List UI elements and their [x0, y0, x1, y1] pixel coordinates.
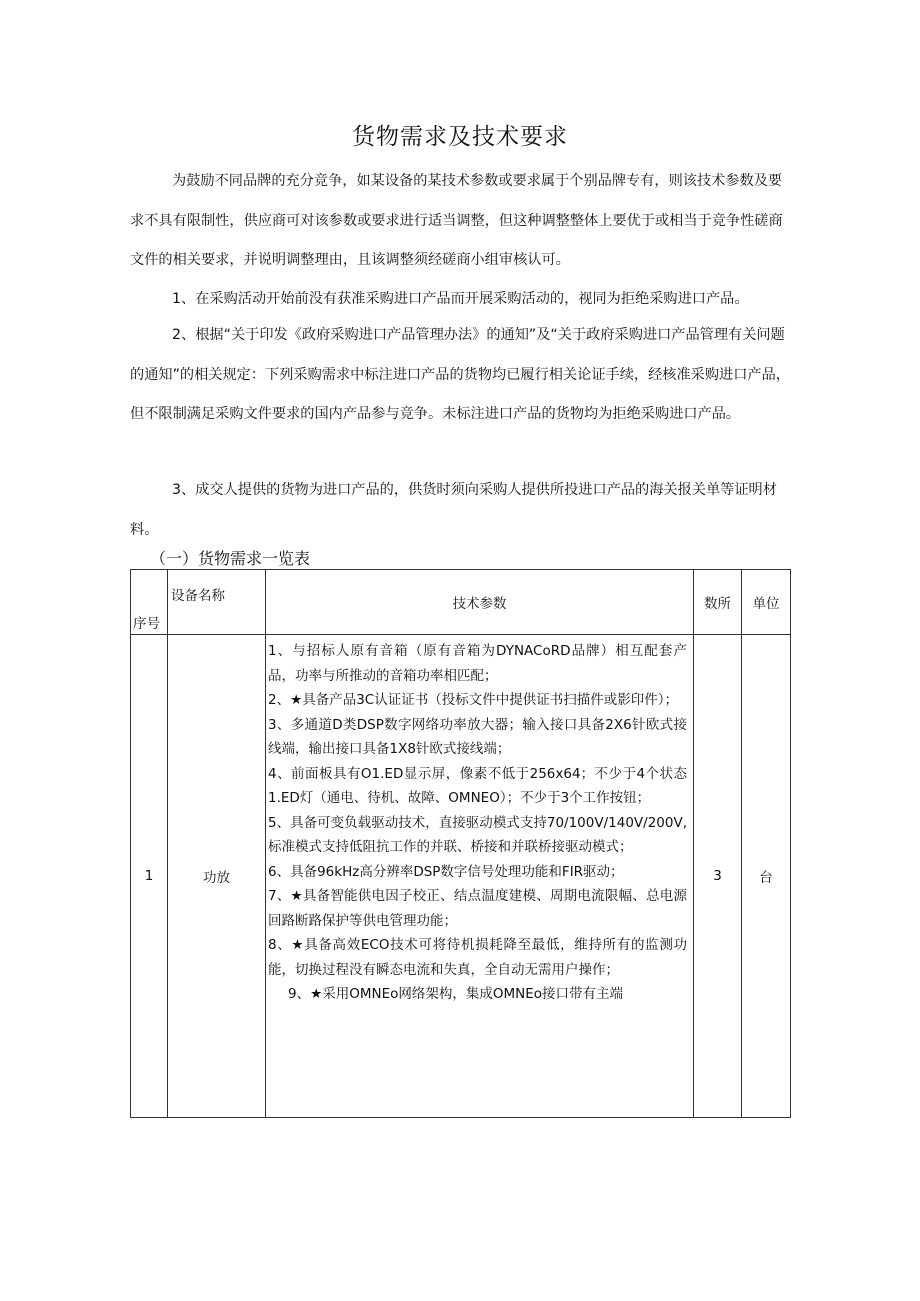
cell-unit: 台 [742, 635, 791, 1118]
param-line: 6、具备96kHz高分辨率DSP数字信号处理功能和FIR驱动； [268, 863, 624, 880]
table-row [131, 635, 791, 1118]
param-line: 3、多通道D类DSP数字网络功率放大器；输入接口具备2X6针欧式接线端，输出接口具备1X8针欧式接线端； [268, 716, 687, 757]
header-params: 技术参数 [266, 570, 694, 635]
param-line: 7、★具备智能供电因子校正、结点温度建模、周期电流限幅、总电源回路断路保护等供电管理功能； [268, 888, 687, 929]
cell-params [266, 635, 694, 1118]
param-line: 9、★采用OMNEo网络架构，集成OMNEo接口带有主端 [288, 986, 624, 1002]
cell-qty: 3 [694, 635, 742, 1118]
header-unit: 单位 [742, 570, 791, 635]
clause-2: 2、根据“关于印发《政府采购进口产品管理办法》的通知”及“关于政府采购进口产品管理有关问题的通知”的相关规定：下列采购需求中标注进口产品的货物均已履行相关论证手续，经核准采购进口产品，但不限制满足采购文件要求的国内产品参与竞争。未标注进口产品的货物均为拒绝采购进口产品。 [130, 327, 790, 422]
clause-1: 1、在采购活动开始前没有获准采购进口产品而开展采购活动的，视同为拒绝采购进口产品。 [172, 291, 749, 307]
header-seq: 序号 [131, 570, 168, 635]
header-qty: 数所 [694, 570, 742, 635]
param-line: 4、前面板具有O1.ED显示屏，像素不低于256x64；不少于4个状态1.ED灯（通电、待机、故障、OMNEO）；不少于3个工作按钮； [268, 765, 687, 806]
param-line: 5、具备可变负载驱动技术，直接驱动模式支持70/100V/140V/200V,标准模式支持低阻抗工作的并联、桥接和并联桥接驱动模式； [268, 814, 687, 855]
table-header-row [131, 570, 791, 635]
cell-seq: 1 [131, 635, 168, 1118]
page-title: 货物需求及技术要求 [352, 124, 568, 150]
header-name: 设备名称 [168, 570, 266, 635]
clause-3: 3、成交人提供的货物为进口产品的，供货时须向采购人提供所投进口产品的海关报关单等证明材料。 [130, 482, 777, 538]
cell-name: 功放 [168, 635, 266, 1118]
section-title: （一）货物需求一览表 [150, 549, 311, 568]
intro-paragraph: 为鼓励不同品牌的充分竞争，如某设备的某技术参数或要求属于个别品牌专有，则该技术参数及要求不具有限制性，供应商可对该参数或要求进行适当调整，但这种调整整体上要优于或相当于竞争性磋商文件的相关要求，并说明调整理由，且该调整须经磋商小组审核认可。 [130, 173, 783, 268]
goods-requirement-table [130, 569, 791, 1118]
param-line: 2、★具备产品3C认证证书（投标文件中提供证书扫描件或影印件）； [268, 692, 678, 708]
param-line: 1、与招标人原有音箱（原有音箱为DYNACoRD品牌）相互配套产品，功率与所推动的音箱功率相匹配； [268, 643, 687, 684]
param-line: 8、★具备高效ECO技术可将待机损耗降至最低，维持所有的监测功能，切换过程没有瞬态电流和失真，全自动无需用户操作； [268, 937, 687, 978]
